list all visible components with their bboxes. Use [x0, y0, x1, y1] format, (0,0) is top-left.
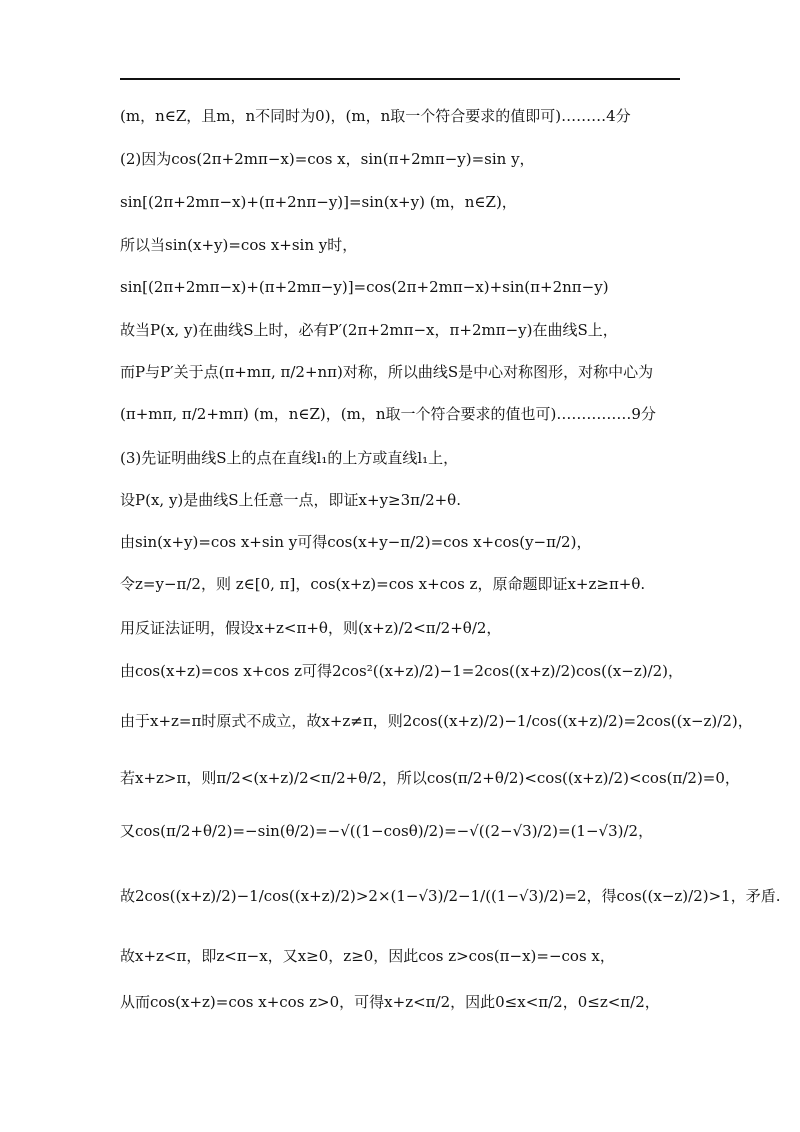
- text-line: 由cos(x+z)=cos x+cos z可得2cos²((x+z)/2)−1=2cos((x+z)/2)cos((x−z)/2)，: [120, 662, 684, 680]
- text-line: 又cos(π/2+θ/2)=−sin(θ/2)=−√((1−cosθ)/2)=−√((2−√3)/2)=(1−√3)/2，: [120, 822, 654, 840]
- text-line: 若x+z>π，则π/2<(x+z)/2<π/2+θ/2，所以cos(π/2+θ/2)<cos((x+z)/2)<cos(π/2)=0，: [120, 769, 740, 787]
- top-rule: [120, 78, 680, 80]
- text-line: sin[(2π+2mπ−x)+(π+2mπ−y)]=cos(2π+2mπ−x)+sin(π+2nπ−y): [120, 278, 609, 296]
- text-line: 而P与P′关于点(π+mπ, π/2+nπ)对称，所以曲线S是中心对称图形，对称中心为: [120, 363, 654, 381]
- text-line: 由sin(x+y)=cos x+sin y可得cos(x+y−π/2)=cos x+cos(y−π/2)，: [120, 533, 592, 551]
- text-line: (3)先证明曲线S上的点在直线l₁的上方或直线l₁上，: [120, 449, 459, 467]
- text-line: 故当P(x, y)在曲线S上时，必有P′(2π+2mπ−x，π+2mπ−y)在曲线S上，: [120, 321, 618, 339]
- text-line: 令z=y−π/2，则 z∈[0, π]，cos(x+z)=cos x+cos z，原命题即证x+z≥π+θ.: [120, 575, 646, 593]
- text-line: 设P(x, y)是曲线S上任意一点，即证x+y≥3π/2+θ.: [120, 491, 461, 509]
- text-line: (m，n∈Z，且m，n不同时为0)，(m，n取一个符合要求的值即可)………4分: [120, 107, 631, 125]
- text-line: 从而cos(x+z)=cos x+cos z>0，可得x+z<π/2，因此0≤x<π/2，0≤z<π/2，: [120, 993, 660, 1011]
- text-line: (2)因为cos(2π+2mπ−x)=cos x，sin(π+2mπ−y)=sin y，: [120, 150, 535, 168]
- text-line: sin[(2π+2mπ−x)+(π+2nπ−y)]=sin(x+y) (m，n∈Z)，: [120, 193, 517, 211]
- text-line: 所以当sin(x+y)=cos x+sin y时，: [120, 236, 358, 254]
- text-line: 故x+z<π，即z<π−x，又x≥0，z≥0，因此cos z>cos(π−x)=−cos x，: [120, 947, 615, 965]
- text-line: 用反证法证明，假设x+z<π+θ，则(x+z)/2<π/2+θ/2，: [120, 619, 502, 637]
- text-line: 由于x+z=π时原式不成立，故x+z≠π，则2cos((x+z)/2)−1/cos((x+z)/2)=2cos((x−z)/2)，: [120, 712, 753, 730]
- text-line: (π+mπ, π/2+mπ) (m，n∈Z)，(m，n取一个符合要求的值也可)……………9分: [120, 405, 656, 423]
- text-line: 故2cos((x+z)/2)−1/cos((x+z)/2)>2×(1−√3)/2−1/((1−√3)/2)=2，得cos((x−z)/2)>1，矛盾.: [120, 887, 781, 905]
